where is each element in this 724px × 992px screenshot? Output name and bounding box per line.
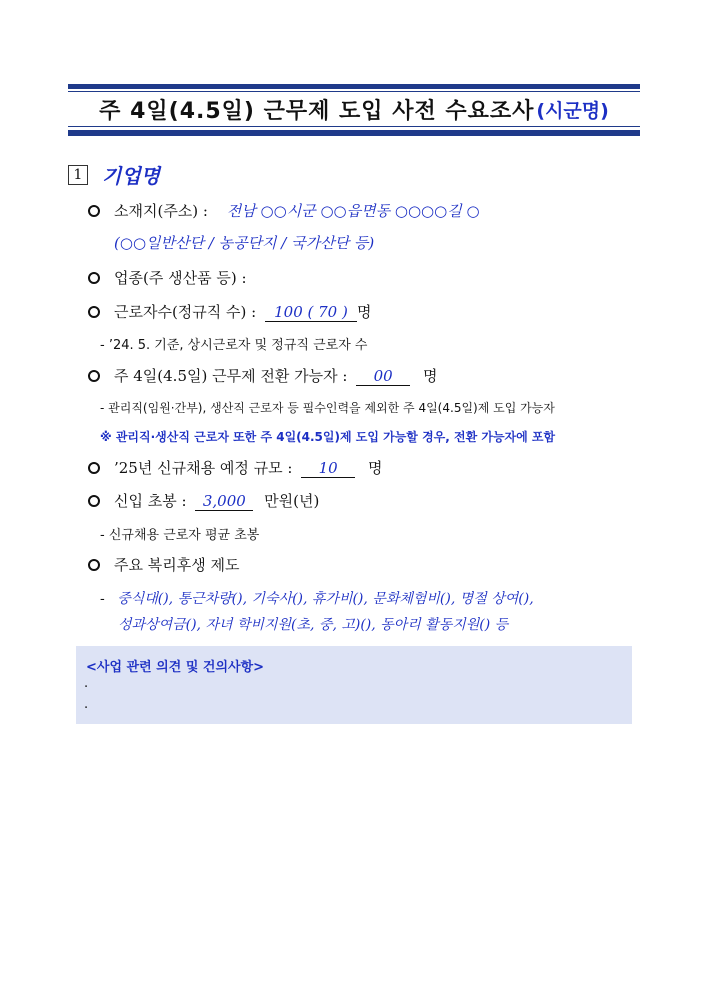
salary-line <box>88 490 319 511</box>
industry-label: 업종(주 생산품 등) : <box>114 269 247 287</box>
welfare-label: 주요 복리후생 제도 <box>114 556 240 574</box>
switchable-note: - 관리직(임원·간부), 생산직 근로자 등 필수인력을 제외한 주 4일(4.5일)제 도입 가능자 <box>100 401 555 415</box>
section-title: 기업명 <box>102 164 160 188</box>
opinion-line-1: . <box>84 676 89 691</box>
welfare-line <box>88 554 239 575</box>
salary-value[interactable]: 3,000 <box>195 492 253 511</box>
switchable-label: 주 4일(4.5일) 근무제 전환 가능자 : <box>114 367 348 385</box>
salary-label: 신입 초봉 : <box>114 492 187 510</box>
workers-value[interactable]: 100 ( 70 ) <box>265 303 357 322</box>
bullet-icon <box>88 495 100 507</box>
switchable-line <box>88 365 437 386</box>
welfare-items-1: 중식대(), 통근차량(), 기숙사(), 휴가비(), 문화체험비(), 명절 상여(), <box>117 591 534 607</box>
switchable-unit: 명 <box>422 367 438 385</box>
address-line <box>88 200 480 221</box>
hiring-line <box>88 457 382 478</box>
industry-line <box>88 267 247 288</box>
workers-line <box>88 301 372 322</box>
welfare-line-1 <box>100 588 534 608</box>
opinion-line-2: . <box>84 697 89 712</box>
salary-note: - 신규채용 근로자 평균 초봉 <box>100 528 260 543</box>
salary-unit: 만원(년) <box>264 492 320 510</box>
address-value-2: (○○일반산단 / 농공단지 / 국가산단 등) <box>114 234 375 252</box>
hiring-value[interactable]: 10 <box>301 459 355 478</box>
welfare-items-2: 성과상여금(), 자녀 학비지원(초, 중, 고)(), 동아리 활동지원() 등 <box>118 617 509 633</box>
workers-label: 근로자수(정규직 수) : <box>114 303 257 321</box>
page-title-region: (시군명) <box>536 100 609 122</box>
address-label: 소재지(주소) : <box>114 202 208 220</box>
opinion-box[interactable] <box>76 646 632 724</box>
workers-note: - ’24. 5. 기준, 상시근로자 및 정규직 근로자 수 <box>100 338 368 353</box>
workers-unit: 명 <box>357 303 372 321</box>
welfare-dash: - <box>100 591 105 607</box>
bullet-icon <box>88 272 100 284</box>
opinion-header: <사업 관련 의견 및 건의사항> <box>86 660 265 675</box>
page-title: 주 4일(4.5일) 근무제 도입 사전 수요조사 <box>99 99 535 124</box>
switchable-value[interactable]: 00 <box>356 367 410 386</box>
title-box <box>68 84 640 136</box>
bullet-icon <box>88 205 100 217</box>
section-header <box>68 160 160 189</box>
bullet-icon <box>88 306 100 318</box>
address-value: 전남 ○○시군 ○○읍면동 ○○○○길 ○ <box>226 202 480 220</box>
hiring-unit: 명 <box>367 459 383 477</box>
switchable-remark: ※ 관리직·생산직 근로자 또한 주 4일(4.5일)제 도입 가능할 경우, 전환 가능자에 포함 <box>100 430 556 444</box>
section-number: 1 <box>68 165 88 185</box>
hiring-label: ’25년 신규채용 예정 규모 : <box>114 459 293 477</box>
bullet-icon <box>88 559 100 571</box>
bullet-icon <box>88 370 100 382</box>
bullet-icon <box>88 462 100 474</box>
